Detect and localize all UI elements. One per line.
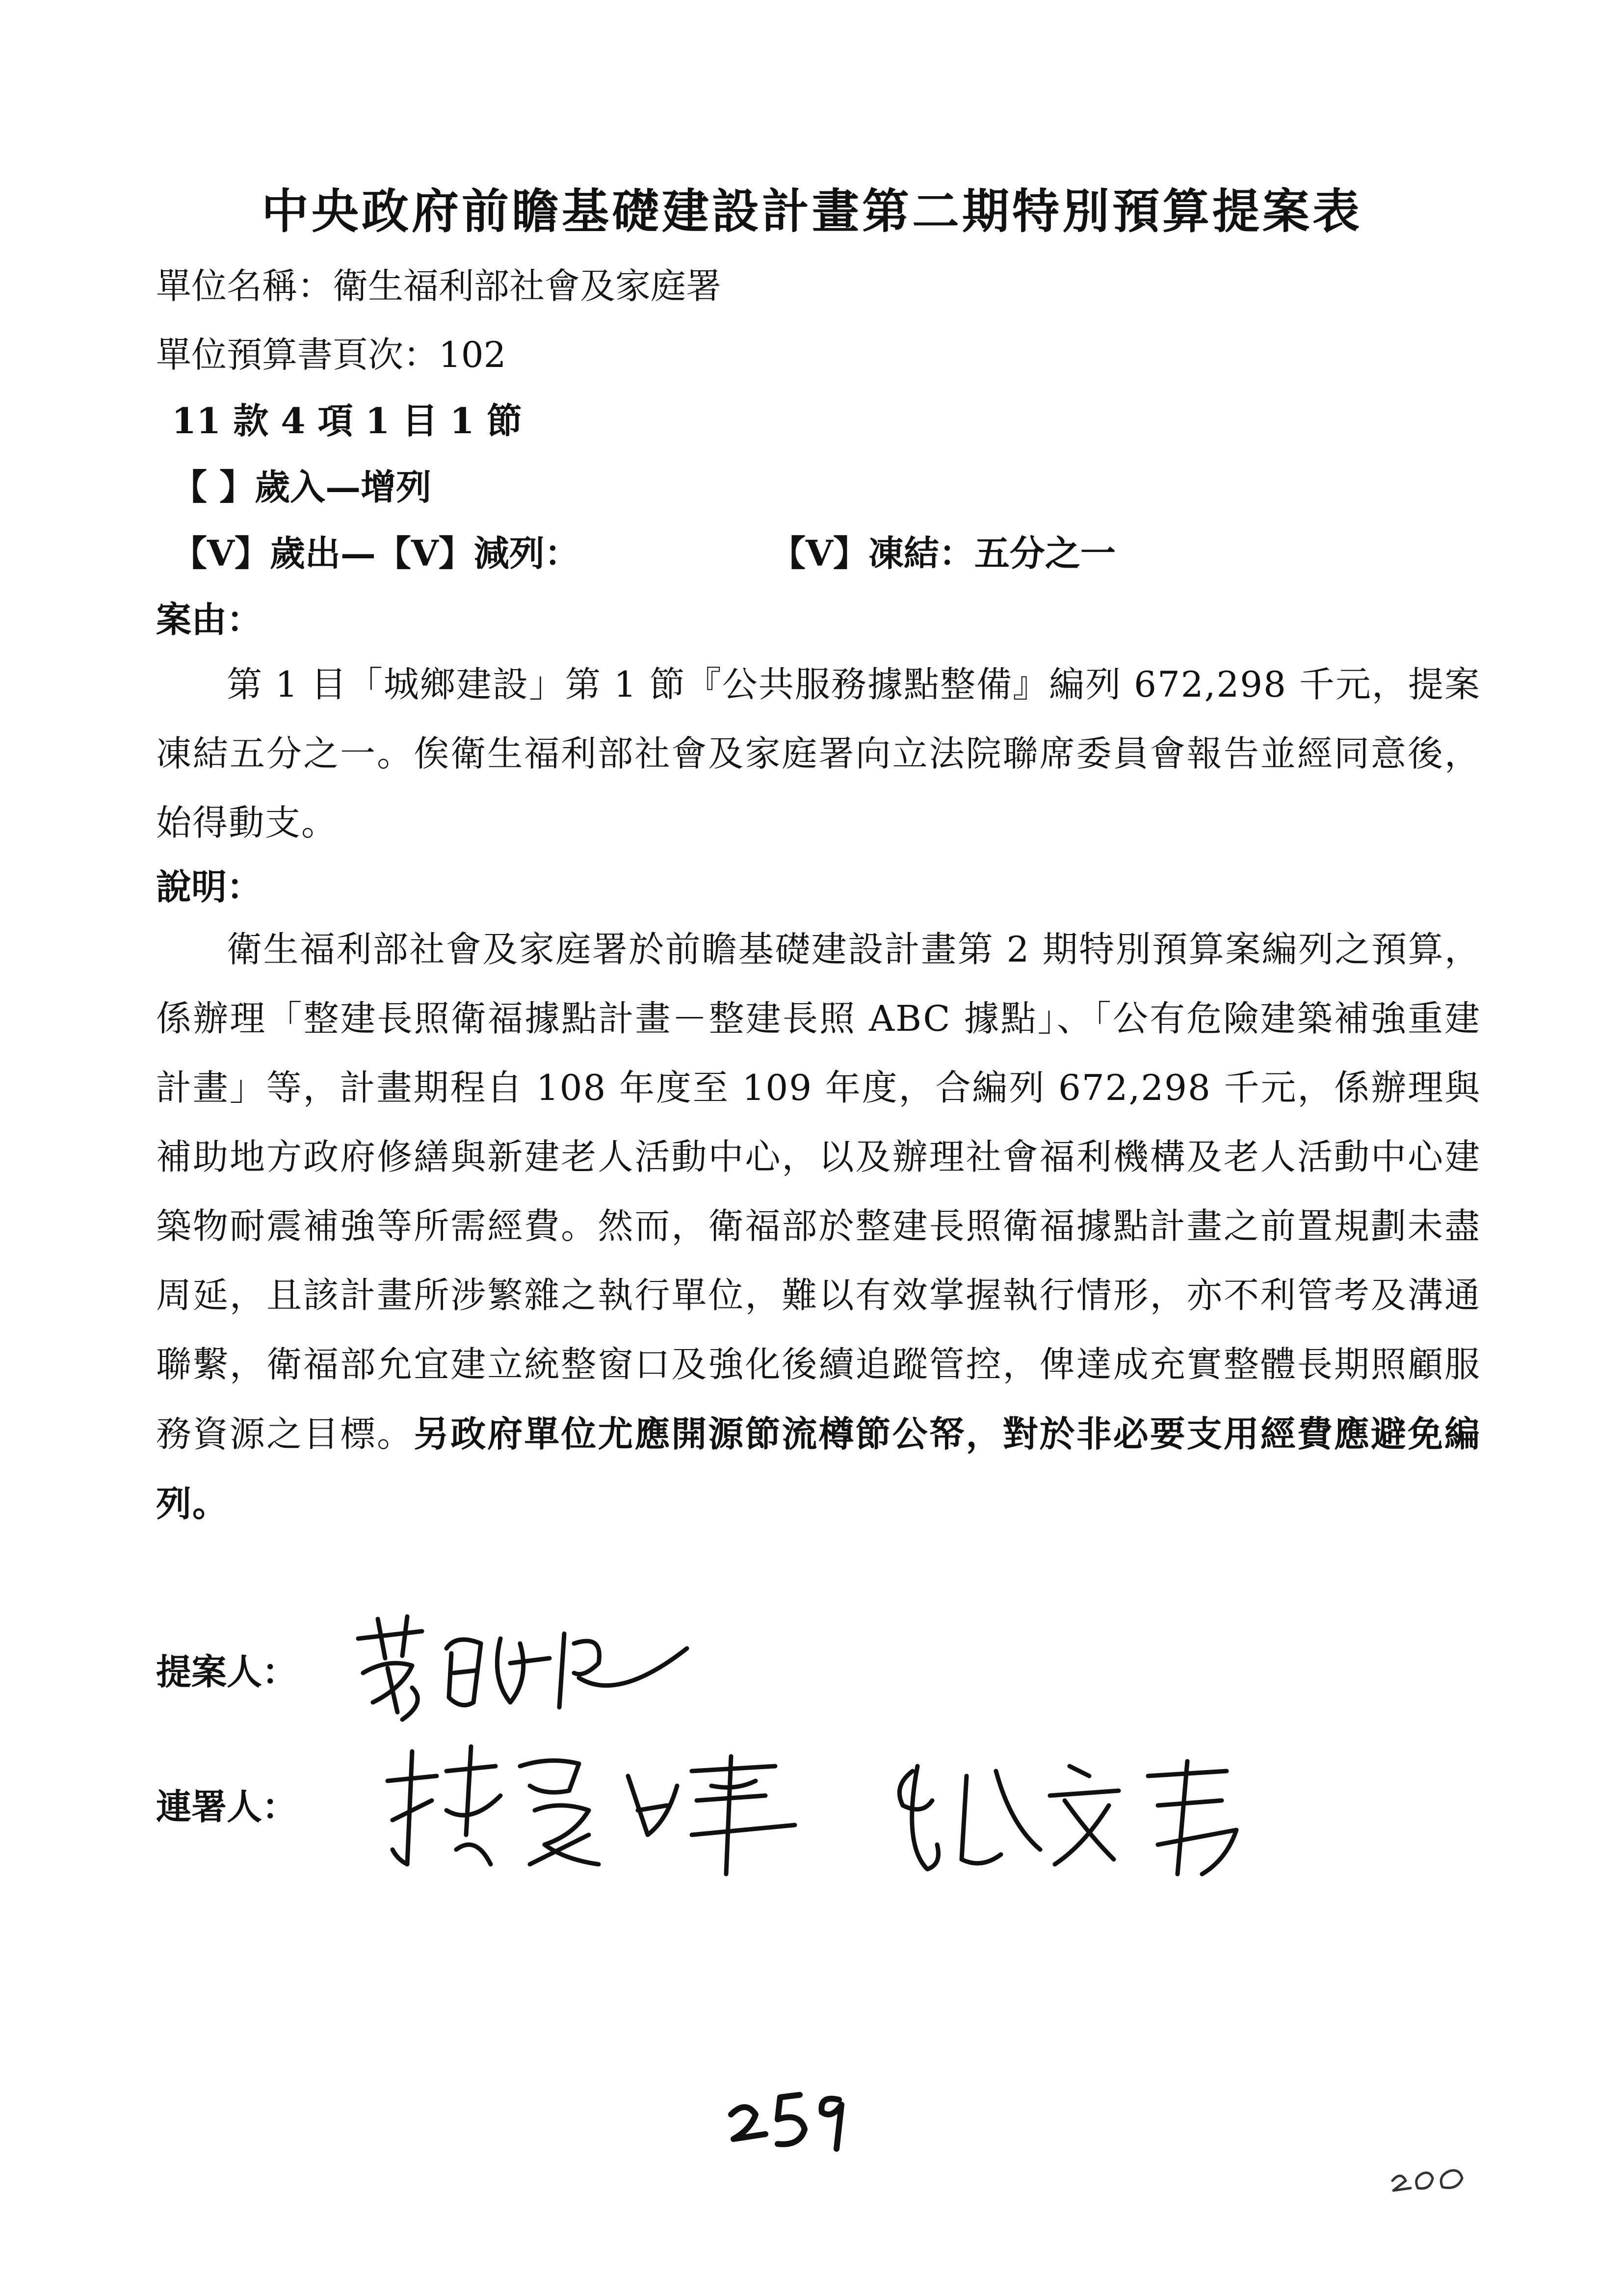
explanation-body: 衛生福利部社會及家庭署於前瞻基礎建設計畫第 2 期特別預算案編列之預算，係辦理「整建長照衛福據點計畫－整建長照 ABC 據點」、「公有危險建築補強重建計畫」等，計畫期程自 108 年度至 109 年度，合編列 672,298 千元，係辦理與補助地方政府修繕與新建老人活動中心，以及辦理社會福利機構及老人活動中心建築物耐震補強等所需經費。然而，衛福部於整建長照衛福據點計畫之前置規劃未盡周延，且該計畫所涉繁雜之執行單位，難以有效掌握執行情形，亦不利管考及溝通聯繫，衛福部允宜建立統整窗口及強化後續追蹤管控，俾達成充實整體長期照顧服務資源之目標。 [156,929,1481,1455]
cosigner-signature-1 [373,1737,814,1884]
proposer-label: 提案人： [156,1651,298,1693]
proposer-signature [343,1604,697,1732]
revenue-line: 【 】歲入—增列 [172,466,432,508]
page-number [726,2085,854,2156]
reason-heading: 案由： [156,599,262,640]
budget-page: 單位預算書頁次：102 [156,334,506,375]
corner-mark [1388,2159,1472,2200]
section-code: 11 款 4 項 1 目 1 節 [172,400,522,442]
expenditure-freeze: 【V】凍結：五分之一 [770,532,1116,574]
explanation-paragraph [156,915,1481,1539]
unit-name: 單位名稱：衛生福利部社會及家庭署 [156,265,722,307]
document-title: 中央政府前瞻基礎建設計畫第二期特別預算提案表 [262,183,1362,239]
explanation-emphasis: 另政府單位尤應開源節流樽節公帑，對於非必要支用經費應避免編列。 [156,1413,1481,1524]
cosigner-label: 連署人： [156,1786,298,1827]
reason-paragraph: 第 1 目「城鄉建設」第 1 節『公共服務據點整備』編列 672,298 千元，提案凍結五分之一。俟衛生福利部社會及家庭署向立法院聯席委員會報告並經同意後，始得動支。 [156,664,1481,843]
expenditure-reduce: 【V】歲出—【V】減列： [172,532,580,574]
explanation-heading: 說明： [156,866,262,908]
cosigner-signature-2 [883,1747,1256,1894]
